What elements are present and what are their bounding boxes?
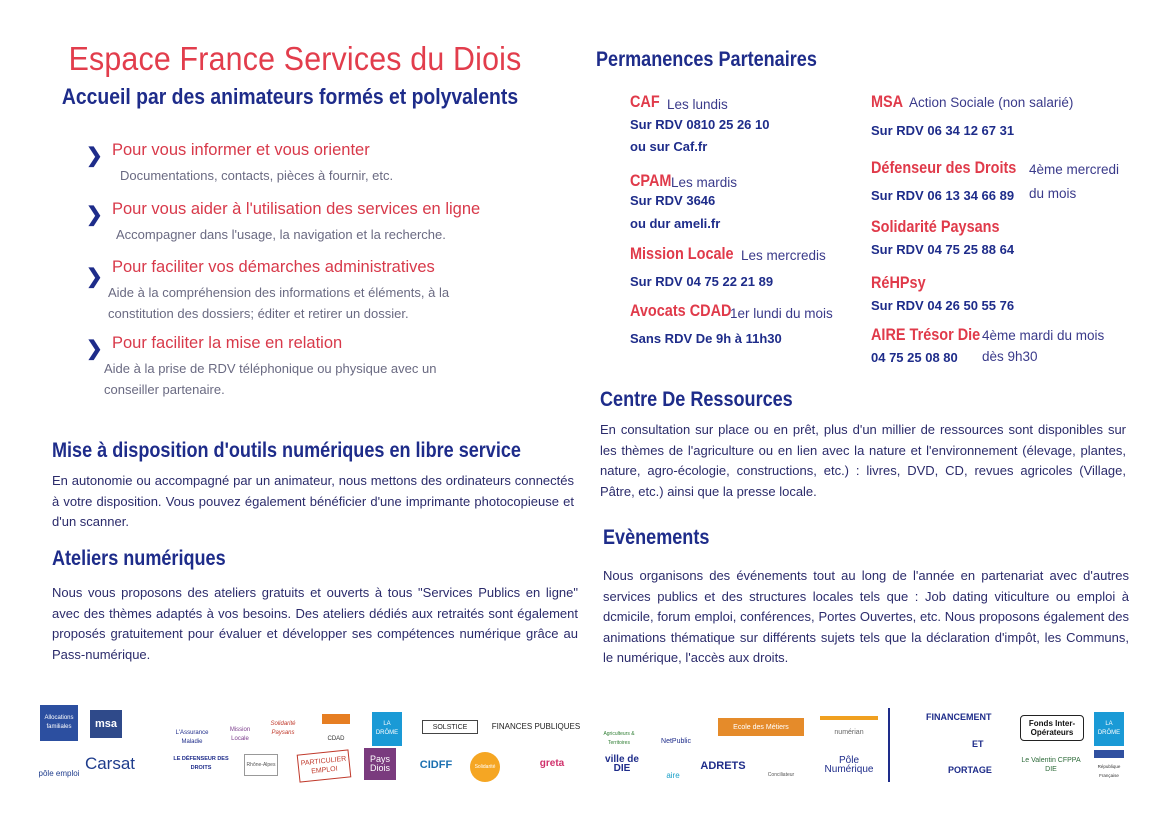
- partner-name: Avocats CDAD: [630, 301, 732, 320]
- le-valentin-logo: Le Valentin CFPPA DIE: [1021, 757, 1081, 773]
- partner-name: RéHPsy: [871, 273, 926, 292]
- pole-emploi-logo: pôle emploi: [38, 769, 80, 778]
- partner-phone: Sur RDV 04 75 25 88 64: [871, 242, 1015, 257]
- partner-schedule: Les mercredis: [741, 248, 826, 263]
- partner-schedule: 1er lundi du mois: [730, 306, 833, 321]
- defenseur-droits-logo: LE DÉFENSEUR DES DROITS: [173, 756, 229, 771]
- cdad-logo: CDAD: [322, 714, 350, 744]
- finances-publiques-logo: FINANCES PUBLIQUES: [491, 721, 581, 731]
- bullet-heading: Pour vous informer et vous orienter: [112, 141, 370, 159]
- partner-mission-locale: [630, 244, 826, 264]
- bullet-heading: Pour faciliter vos démarches administratives: [112, 258, 435, 276]
- partner-phone: Sur RDV 06 13 34 66 89: [871, 188, 1015, 203]
- et-label: ET: [972, 739, 984, 749]
- partner-phone: Sur RDV 04 26 50 55 76: [871, 298, 1015, 313]
- bullet-description: Aide à la prise de RDV téléphonique ou physique avec un conseiller partenaire.: [104, 361, 437, 397]
- agriculteurs-territoires-logo: Agriculteurs & Territoires: [603, 731, 635, 746]
- numerian-logo: numérian: [820, 716, 878, 744]
- solstice-logo: SOLSTICE: [422, 720, 478, 734]
- partner-solidarite: [871, 217, 1022, 237]
- partner-name: Défenseur des Droits: [871, 158, 1017, 177]
- partner-name: CPAM: [630, 171, 672, 190]
- solidarite-paysans-logo: Solidarité Paysans: [270, 721, 296, 736]
- partner-schedule: Les lundis: [667, 97, 728, 112]
- partner-name: Solidarité Paysans: [871, 217, 1000, 236]
- partner-aire: [871, 325, 1000, 345]
- partner-website: ou dur ameli.fr: [630, 216, 721, 231]
- caf-logo: Allocations familiales: [40, 705, 78, 741]
- chevron-right-icon: ❯: [86, 204, 103, 226]
- bullet-heading: Pour vous aider à l'utilisation des services en ligne: [112, 200, 481, 218]
- partner-name: MSA: [871, 92, 904, 111]
- partner-schedule-2: dès 9h30: [982, 349, 1038, 364]
- rhone-alpes-logo: Rhône-Alpes: [244, 754, 278, 776]
- page-subtitle: Accueil par des animateurs formés et polyvalents: [61, 84, 519, 109]
- la-drome-logo: LA DRÔME: [372, 712, 402, 746]
- partner-msa: [871, 92, 1074, 112]
- partner-name: AIRE Trésor Die: [871, 325, 981, 344]
- ressources-text: En consultation sur place ou en prêt, plus d'un millier de ressources sont disponibles sur les thèmes de l'agriculture ou en lien avec la nature et l'environnement (élevage, plantes, nature, agro-écologie, constructions, etc.) : livres, DVD, CD, revues agricoles (Village, Pâtre, etc.) ainsi que la presse locale.: [600, 422, 1126, 499]
- partner-avocats: [630, 301, 833, 321]
- footer-divider: [888, 708, 890, 782]
- ecole-metiers-logo: Ecole des Métiers: [718, 718, 804, 736]
- partner-schedule: Les mardis: [671, 175, 738, 190]
- partner-schedule: 4ème mardi du mois: [982, 328, 1105, 343]
- partner-rehpsy: [871, 273, 935, 293]
- ressources-heading: Centre De Ressources: [600, 388, 793, 411]
- partner-schedule: Action Sociale (non salarié): [909, 95, 1074, 110]
- bullet-description: Accompagner dans l'usage, la navigation et la recherche.: [116, 227, 446, 242]
- conciliateur-logo: Conciliateur: [767, 772, 795, 778]
- partner-schedule-2: du mois: [1029, 186, 1077, 201]
- outils-text: En autonomie ou accompagné par un animateur, nous mettons des ordinateurs connectés à votre disposition. Vous pouvez également bénéficier d'une imprimante photocopieuse et d'un scanner.: [52, 473, 574, 529]
- partner-phone: Sur RDV 3646: [630, 193, 716, 208]
- partner-phone: 04 75 25 08 80: [871, 350, 958, 365]
- partner-name: CAF: [630, 92, 660, 111]
- page-title: Espace France Services du Diois: [68, 40, 522, 77]
- particulier-emploi-logo: PARTICULIER EMPLOI: [297, 749, 352, 782]
- financement-label: FINANCEMENT: [926, 712, 992, 722]
- msa-logo: msa: [90, 710, 122, 738]
- permanences-heading: Permanences Partenaires: [596, 48, 817, 71]
- adrets-logo: ADRETS: [700, 759, 746, 772]
- cidff-logo: CIDFF: [419, 758, 453, 771]
- republique-francaise-logo: République Française: [1094, 750, 1124, 784]
- solidarite-circle-logo: Solidarité: [470, 752, 500, 782]
- carsat-logo: Carsat: [84, 753, 136, 773]
- mission-locale-logo: Mission Locale: [229, 727, 251, 742]
- evenements-heading: Evènements: [603, 526, 710, 549]
- partner-defenseur: [871, 158, 1042, 178]
- partner-website: ou sur Caf.fr: [630, 139, 708, 154]
- ateliers-text: Nous vous proposons des ateliers gratuits et ouverts à tous "Services Publics en ligne" avec des thèmes adaptés à vos besoins. Des ateliers dédiés aux retraités sont également proposés gratuitement pour évaluer et développer ses compétences numérique grâce au Pass-numérique.: [52, 585, 578, 662]
- netpublic-logo: NetPublic: [661, 738, 691, 745]
- partner-cpam: [630, 171, 738, 191]
- la-drome-logo-right: LA DRÔME: [1094, 712, 1124, 746]
- evenements-text: Nous organisons des événements tout au long de l'année en partenariat avec d'autres services publics et des structures locales tels que : Job dating viticulture ou emploi à dcmicile, forum emploi, conférences, Portes Ouvertes, etc. Nous proposons également des animations thématique sur différents sujets tels que la déclaration d'impôt, les Communs, le numérique, l'accès aux droits.: [603, 568, 1129, 665]
- bullet-description: Aide à la compréhension des informations et éléments, à la constitution des dossiers; éditer et retirer un dossier.: [108, 285, 450, 321]
- ateliers-heading: Ateliers numériques: [52, 547, 226, 570]
- chevron-right-icon: ❯: [86, 266, 103, 288]
- assurance-maladie-logo: L'Assurance Maladie: [175, 730, 209, 745]
- fonds-inter-operateurs-logo: Fonds Inter-Opérateurs: [1020, 715, 1084, 741]
- chevron-right-icon: ❯: [86, 145, 103, 167]
- partner-phone: Sur RDV 04 75 22 21 89: [630, 274, 774, 289]
- partner-phone: Sur RDV 06 34 12 67 31: [871, 123, 1015, 138]
- partner-caf: [630, 92, 728, 112]
- outils-heading: Mise à disposition d'outils numériques en libre service: [52, 439, 521, 462]
- aire-logo: aire: [666, 771, 680, 780]
- pole-numerique-logo: Pôle Numérique: [824, 755, 874, 775]
- pays-diois-logo: Pays Diois: [364, 748, 396, 780]
- bullet-heading: Pour faciliter la mise en relation: [112, 334, 343, 352]
- partner-name: Mission Locale: [630, 244, 734, 263]
- partner-phone: Sur RDV 0810 25 26 10: [630, 117, 770, 132]
- partner-schedule: 4ème mercredi: [1029, 162, 1120, 177]
- greta-logo: greta: [539, 757, 565, 769]
- bullet-description: Documentations, contacts, pièces à fournir, etc.: [120, 168, 394, 183]
- chevron-right-icon: ❯: [86, 338, 103, 360]
- partner-hours: Sans RDV De 9h à 11h30: [630, 331, 782, 346]
- portage-label: PORTAGE: [948, 765, 992, 775]
- ville-de-die-logo: ville de DIE: [605, 754, 639, 774]
